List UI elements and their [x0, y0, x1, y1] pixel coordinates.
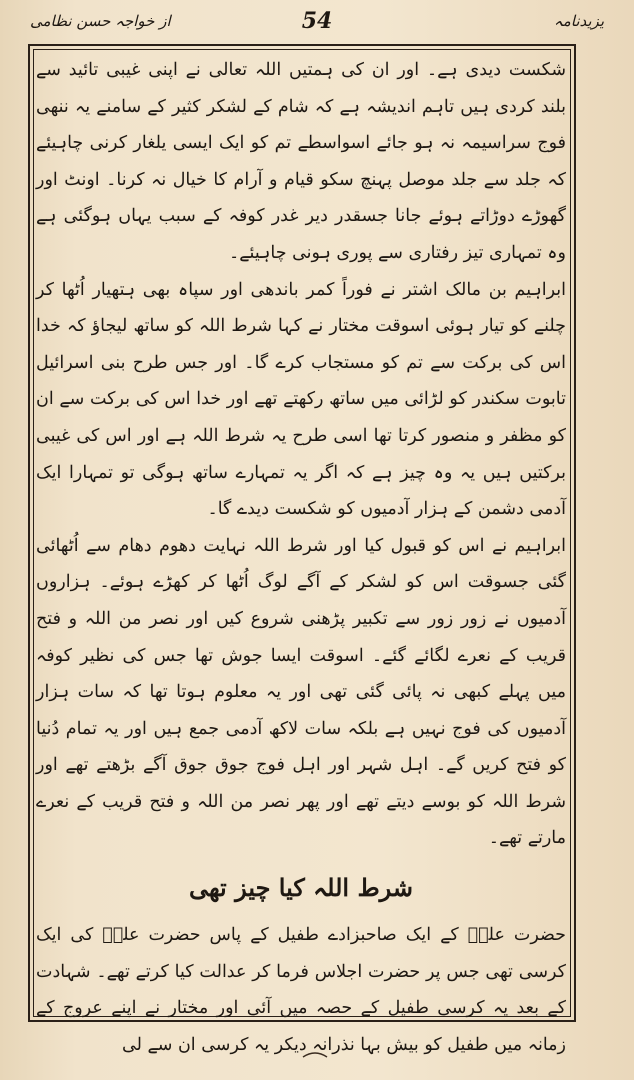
paragraph-3: ابراہیم نے اس کو قبول کیا اور شرط اللہ نہایت دھوم دھام سے اُٹھائی گئی جسوقت اس کو لشکر کے آگے لوگ اُٹھا کر کھڑے ہوئے۔ ہزاروں آدمیوں نے زور زور سے تکبیر پڑھنی شروع کیں اور نصر من اللہ و فتح قریب کے نعرے لگائے گئے۔ اسوقت ایسا جوش تھا جس کی نظیر کوفہ میں پہلے کبھی نہ پائی گئی تھی اور یہ معلوم ہوتا تھا کہ سات ہزار آدمیوں کی فوج نہیں ہے بلکہ سات لاکھ آدمی جمع ہیں اور یہ تمام دُنیا کو فتح کریں گے۔ اہل شہر اور اہل فوج جوق جوق آگے بڑھتے تھے اور شرط اللہ کو بوسے دیتے تھے اور پھر نصر من اللہ و فتح قریب کے نعرے مارتے تھے۔	[36, 535, 566, 849]
book-title: یزیدنامہ	[553, 12, 604, 30]
main-text	[36, 52, 566, 1063]
paragraph-1: شکست دیدی ہے۔ اور ان کی ہمتیں اللہ تعالی نے اپنی غیبی تائید سے بلند کردی ہیں تاہم اندیشہ ہے کہ شام کے لشکر کثیر کے سامنے یہ ننھی فوج سراسیمہ نہ ہو جائے اسواسطے تم کو ایک ایسی یلغار کرنی چاہیئے کہ جلد سے جلد موصل پہنچ سکو قیام و آرام کا خیال نہ کرنا۔ اونٹ اور گھوڑے دوڑاتے ہوئے جانا جسقدر دیر غدر کوفہ کے سبب یہاں ہوگئی ہے وہ تمہاری تیز رفتاری سے پوری ہونی چاہیئے۔	[36, 60, 566, 263]
paragraph-4: حضرت علیؓ کے ایک صاحبزادے طفیل کے پاس حضرت علیؓ کی ایک کرسی تھی جس پر حضرت اجلاس فرما کر عدالت کیا کرتے تھے۔ شہادت کے بعد یہ کرسی طفیل کے حصہ میں آئی اور مختار نے اپنے عروج کے زمانہ میں طفیل کو بیش بہا نذرانہ دیکر یہ کرسی ان سے لی	[36, 925, 566, 1055]
author-line: از خواجہ حسن نظامی	[30, 12, 171, 30]
page-header	[30, 8, 604, 42]
page-number: 54	[301, 8, 333, 34]
paragraph-2: ابراہیم بن مالک اشتر نے فوراً کمر باندھی اور سپاہ بھی ہتھیار اُٹھا کر چلنے کو تیار ہوئی اسوقت مختار نے کہا شرط اللہ کو ساتھ لیجاؤ کہ خدا اس کی برکت سے تم کو مستجاب کرے گا۔ اور جس طرح بنی اسرائیل تابوت سکندر کو لڑائی میں ساتھ رکھتے تھے اور خدا اس کی برکت سے ان کو مظفر و منصور کرتا تھا اسی طرح یہ شرط اللہ ہے اور اس کی غیبی برکتیں ہیں یہ وہ چیز ہے کہ اگر یہ تمہارے ساتھ ہوگی تو تمہارا ایک آدمی دشمن کے ہزار آدمیوں کو شکست دیدے گا۔	[36, 279, 566, 520]
section-heading: شرط اللہ کیا چیز تھی	[188, 873, 413, 903]
page-ornament-icon	[300, 1048, 330, 1064]
